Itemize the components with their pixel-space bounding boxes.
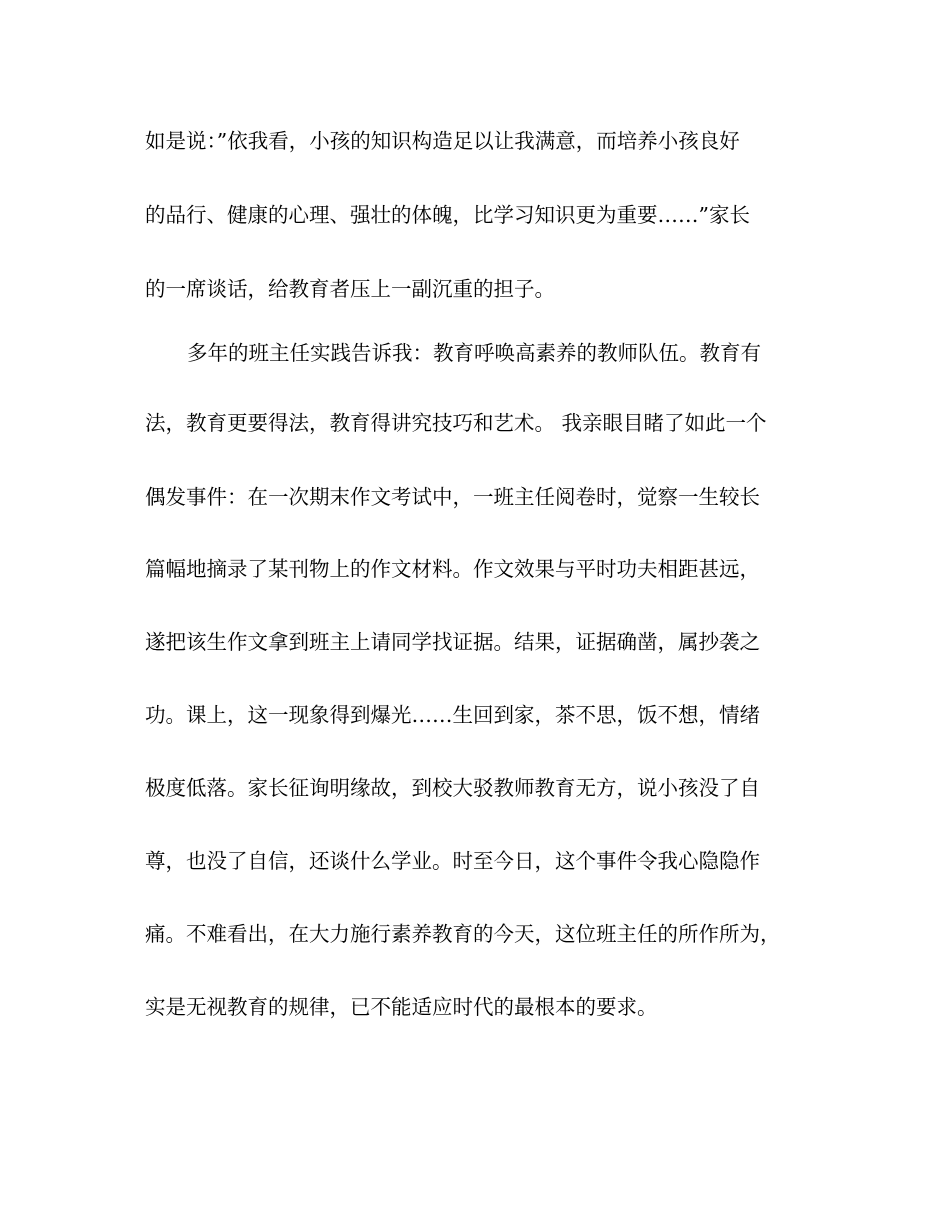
text-line: 尊，也没了自信，还谈什么学业。时至今日，这个事件令我心隐隐作 [145, 849, 760, 873]
text-line: 的一席谈话，给教育者压上一副沉重的担子。 [145, 277, 555, 301]
text-line: 偶发事件：在一次期末作文考试中，一班主任阅卷时，觉察一生较长 [145, 485, 760, 509]
text-line: 法，教育更要得法，教育得讲究技巧和艺术。 我亲眼目睹了如此一个 [145, 411, 767, 435]
text-line: 痛。不难看出，在大力施行素养教育的今天，这位班主任的所作所为， [145, 922, 781, 946]
text-line: 极度低落。家长征询明缘故，到校大驳教师教育无方，说小孩没了自 [145, 776, 760, 800]
paragraph-first-line: 多年的班主任实践告诉我：教育呼唤高素养的教师队伍。教育有 [187, 341, 761, 365]
text-line: 遂把该生作文拿到班主上请同学找证据。结果，证据确凿，属抄袭之 [145, 630, 760, 654]
text-line: 实是无视教育的规律，已不能适应时代的最根本的要求。 [145, 995, 658, 1019]
text-line: 如是说：”依我看，小孩的知识构造足以让我满意，而培养小孩良好 [145, 129, 740, 153]
text-line: 篇幅地摘录了某刊物上的作文材料。作文效果与平时功夫相距甚远， [145, 557, 760, 581]
text-line: 功。课上，这一现象得到爆光……生回到家，茶不思，饭不想，情绪 [145, 703, 760, 727]
text-line: 的品行、健康的心理、强壮的体魄，比学习知识更为重要……”家长 [145, 203, 750, 227]
